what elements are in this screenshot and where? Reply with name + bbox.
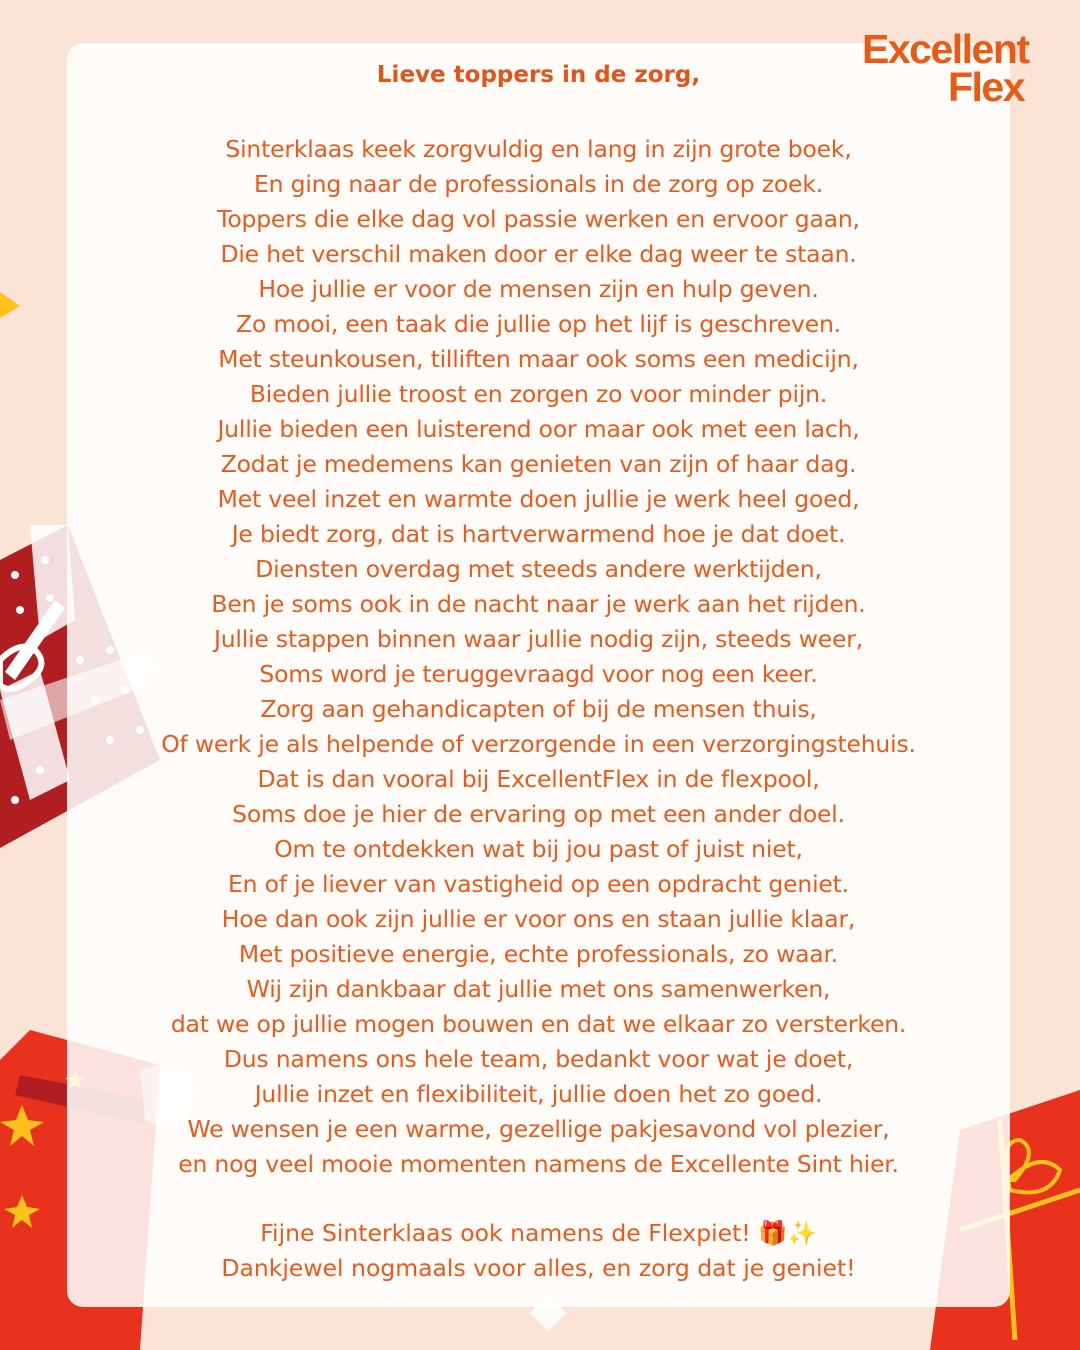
poem-line: Met positieve energie, echte professionals, zo waar. xyxy=(238,940,839,968)
letter-greeting: Lieve toppers in de zorg, xyxy=(376,62,701,88)
poem-line: Jullie inzet en flexibiliteit, jullie doen het zo goed. xyxy=(254,1080,823,1108)
poem-line: Ben je soms ook in de nacht naar je werk aan het rijden. xyxy=(211,590,866,618)
poem-line: En ging naar de professionals in de zorg op zoek. xyxy=(253,170,823,198)
poem-line: Diensten overdag met steeds andere werktijden, xyxy=(255,555,822,583)
closing-wishes xyxy=(67,1216,1010,1286)
poem-line: Dus namens ons hele team, bedankt voor wat je doet, xyxy=(223,1045,854,1073)
poem-line: Om te ontdekken wat bij jou past of juist niet, xyxy=(274,835,803,863)
poem-line: Zorg aan gehandicapten of bij de mensen thuis, xyxy=(260,695,817,723)
star-icon xyxy=(0,292,20,318)
poem-line: Jullie stappen binnen waar jullie nodig zijn, steeds weer, xyxy=(213,625,863,653)
poem-line: Bieden jullie troost en zorgen zo voor minder pijn. xyxy=(249,380,828,408)
poem-line: Dat is dan vooral bij ExcellentFlex in de flexpool, xyxy=(257,765,820,793)
poem-line: Hoe dan ook zijn jullie er voor ons en staan jullie klaar, xyxy=(221,905,856,933)
closing-line-2: Dankjewel nogmaals voor alles, en zorg dat je geniet! xyxy=(221,1254,856,1282)
poem-line: Soms word je teruggevraagd voor nog een keer. xyxy=(259,660,818,688)
poem-line: Je biedt zorg, dat is hartverwarmend hoe je dat doet. xyxy=(231,520,846,548)
poem-line: dat we op jullie mogen bouwen en dat we elkaar zo versterken. xyxy=(170,1010,907,1038)
poem-line: en nog veel mooie momenten namens de Excellente Sint hier. xyxy=(178,1150,899,1178)
poem-line: Hoe jullie er voor de mensen zijn en hulp geven. xyxy=(258,275,819,303)
poem-line: Wij zijn dankbaar dat jullie met ons samenwerken, xyxy=(246,975,831,1003)
poem-line: Met veel inzet en warmte doen jullie je werk heel goed, xyxy=(217,485,860,513)
poem-line: Jullie bieden een luisterend oor maar ook met een lach, xyxy=(217,415,860,443)
logo-line-1: Excellent xyxy=(862,26,1029,72)
poem-line: Of werk je als helpende of verzorgende in een verzorgingstehuis. xyxy=(161,730,916,758)
poem-line: Soms doe je hier de ervaring op met een ander doel. xyxy=(232,800,845,828)
poem-line: En of je liever van vastigheid op een opdracht geniet. xyxy=(228,870,849,898)
poem-line: Zo mooi, een taak die jullie op het lijf is geschreven. xyxy=(236,310,841,338)
poem-line: Zodat je medemens kan genieten van zijn of haar dag. xyxy=(220,450,857,478)
poem-line: Met steunkousen, tilliften maar ook soms een medicijn, xyxy=(218,345,859,373)
poem-line: Sinterklaas keek zorgvuldig en lang in zijn grote boek, xyxy=(225,135,852,163)
logo-line-2: Flex xyxy=(948,64,1025,110)
poem-line: Die het verschil maken door er elke dag weer te staan. xyxy=(220,240,857,268)
closing-line-1: Fijne Sinterklaas ook namens de Flexpiet! 🎁✨ xyxy=(260,1219,817,1247)
poem-line: Toppers die elke dag vol passie werken en ervoor gaan, xyxy=(217,205,860,233)
poem xyxy=(67,132,1010,1182)
poem-line: We wensen je een warme, gezellige pakjesavond vol plezier, xyxy=(187,1115,890,1143)
